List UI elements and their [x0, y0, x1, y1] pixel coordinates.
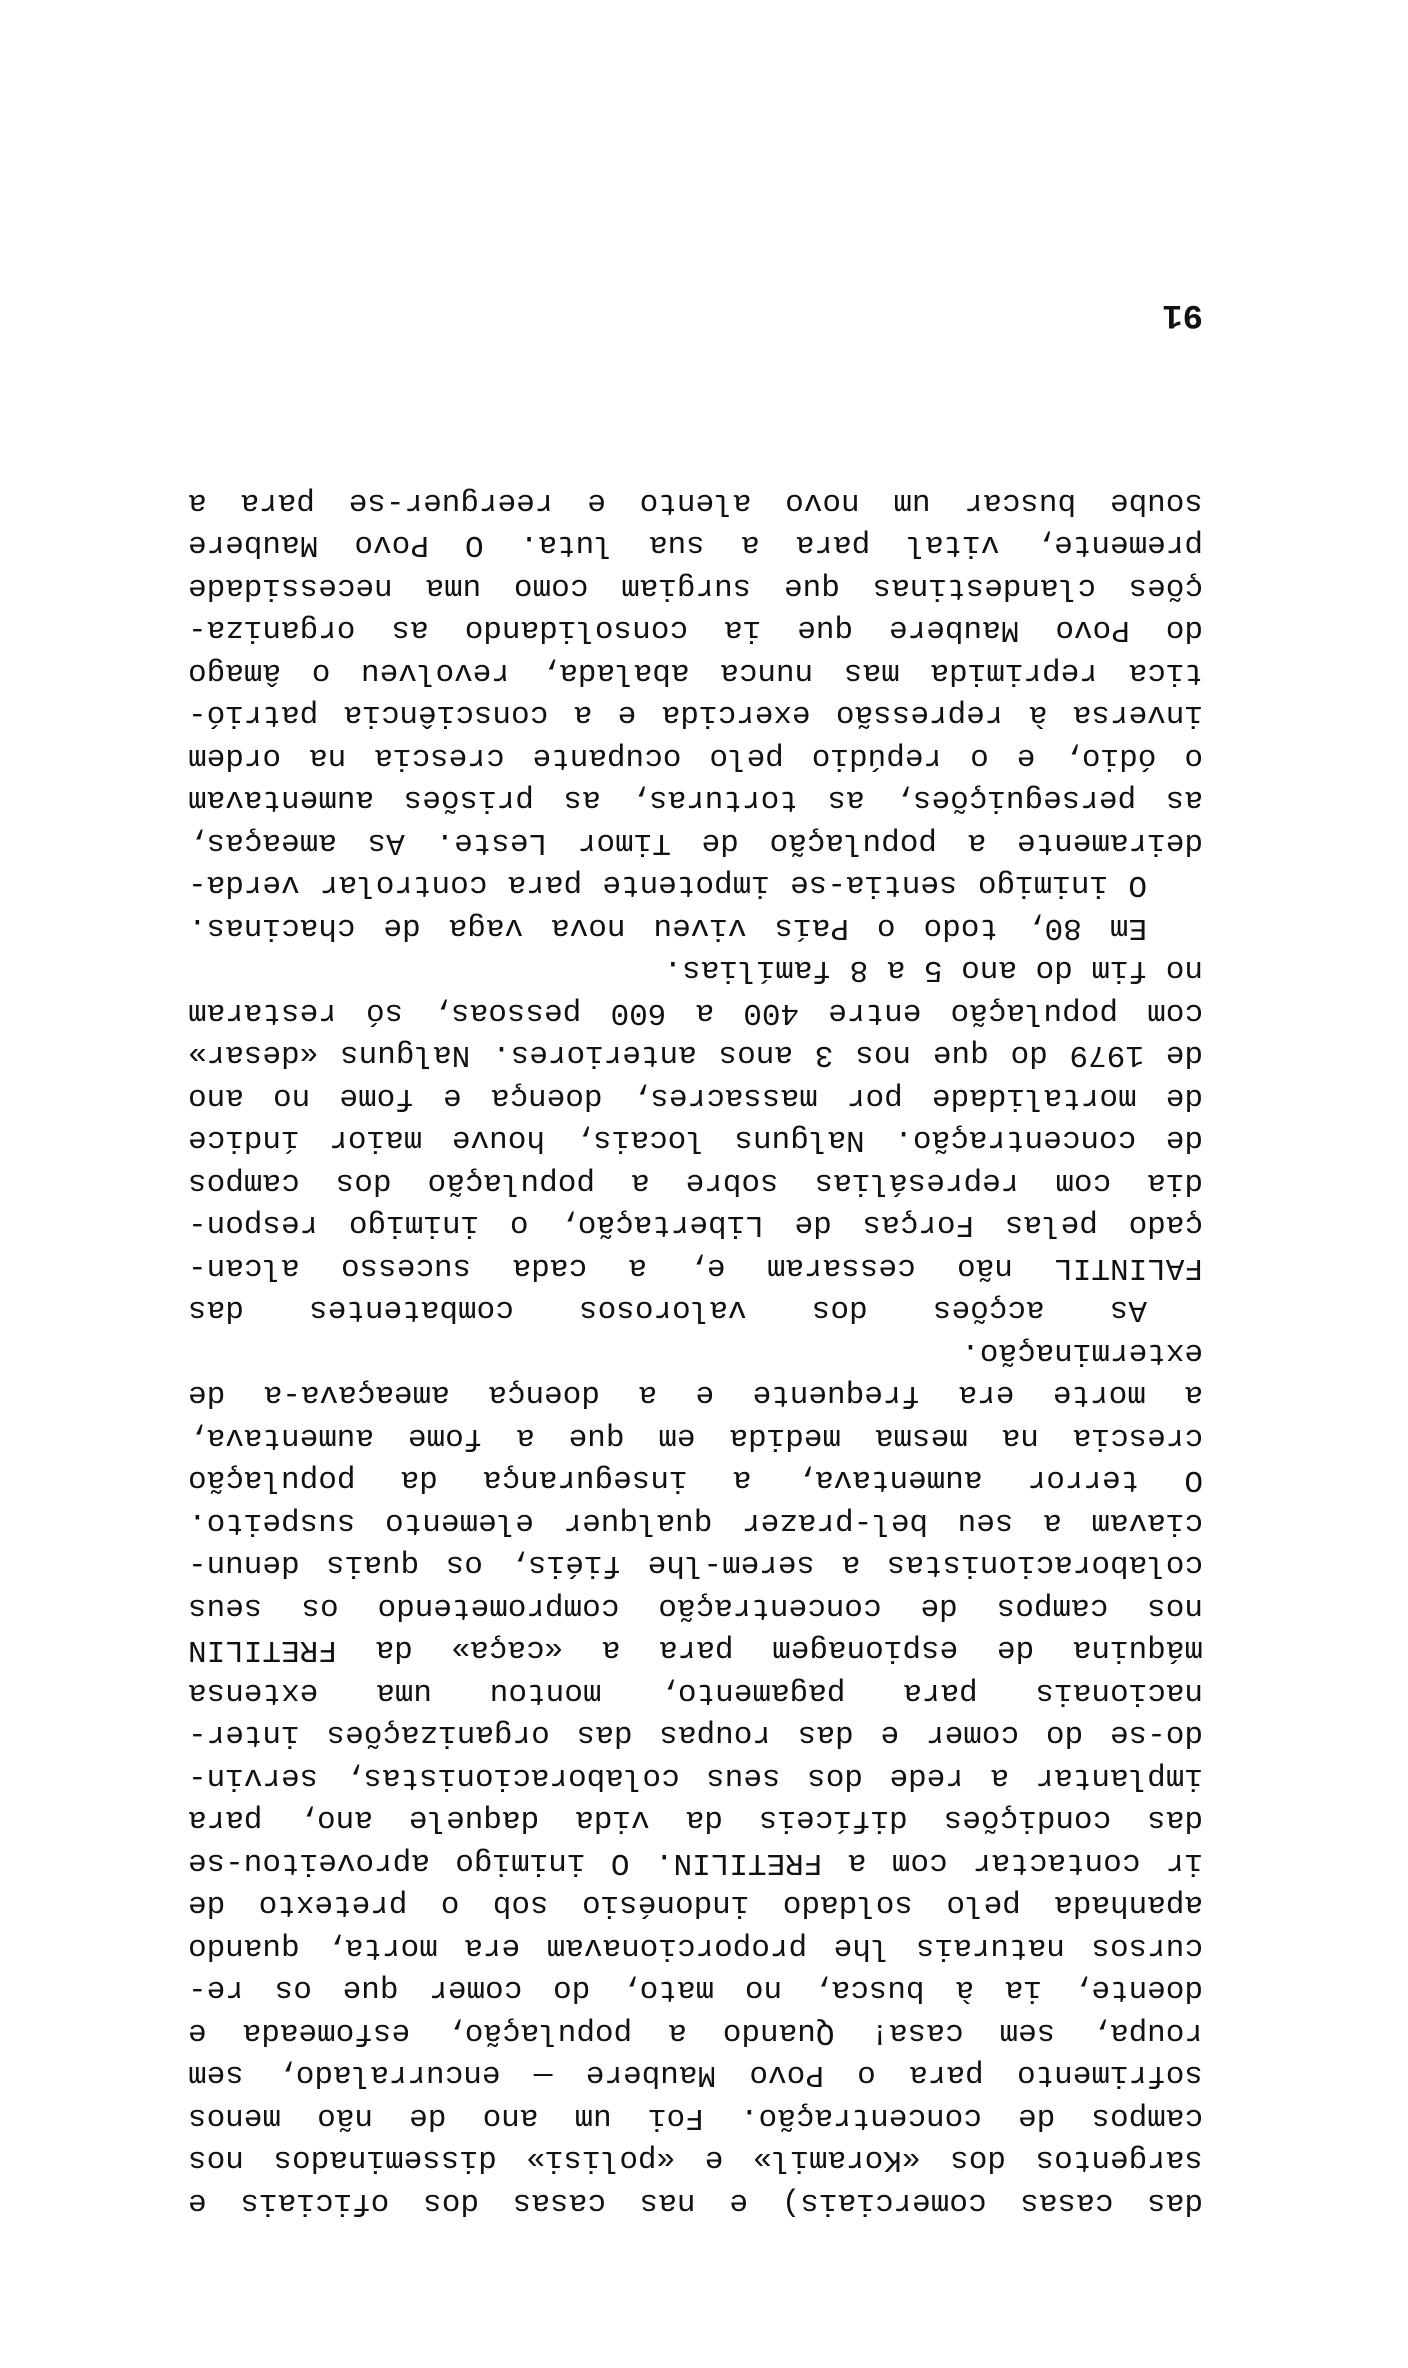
text-line: doente, ia à busca, no mato, do comer que os re- [188, 1972, 1203, 2008]
text-line: exterminação. [961, 1335, 1203, 1370]
text-line: çado pelas Forças de Libertação, o inimigo respon- [188, 1207, 1203, 1243]
text-line: ções clandestinas que surgiam como uma necessidade [188, 570, 1203, 605]
text-line: nacionais para pagamento, montou uma extensa [188, 1675, 1203, 1710]
text-line: soube buscar um novo alento e reerguer-se para a [188, 485, 1203, 520]
text-line: do Povo Maubere que ia consolidando as organiza- [188, 612, 1203, 648]
text-line: crescia na mesma medida em que a fome aumentava, [188, 1420, 1203, 1455]
text-line: as perseguições, as torturas, as prisões aumentavam [188, 782, 1203, 818]
text-line: sofrimento para o Povo Maubere — encurralado, sem [188, 2057, 1203, 2093]
text-line: do-se do comer e das roupas das organizações inter- [188, 1717, 1203, 1753]
text-line: Em 80, todo o País viveu nova vaga de chacinas. [188, 910, 1147, 945]
text-line: inversa à repressão exercida e a consciência patrió- [188, 697, 1203, 733]
text-line: colaboracionistas a serem-lhe fiéis, os quais denun- [188, 1547, 1203, 1583]
text-line: no fim do ano 5 a 8 famílias. [663, 952, 1203, 988]
text-line: de 1979 do que nos 3 anos anteriores. Nalguns «desar» [188, 1037, 1203, 1073]
page-number: 91 [1162, 295, 1203, 333]
text-line: máquina de espionagem para a «caça» da FRETILIN [188, 1632, 1203, 1668]
text-line: cursos naturais lhe proporcionavam era morta, quando [188, 1930, 1203, 1965]
text-line: As acções dos valorosos combatentes das [188, 1292, 1147, 1328]
text-line: FALINTIL não cessaram e, a cada sucesso alcan- [188, 1250, 1203, 1285]
text-line: a morte era frequente e a doença ameaçava-a de [188, 1377, 1203, 1413]
text-line: implantar a rede dos seus colaboracionistas, servin- [188, 1760, 1203, 1795]
text-line: o ódio, e o repúdio pelo ocupante crescia na ordem [188, 740, 1203, 775]
text-line: de mortalidade por massacres, doença e fome no ano [188, 1080, 1203, 1115]
text-line: deiramente a população de Timor Leste. As ameaças, [188, 825, 1203, 860]
text-line: O terror aumentava, a insegurança da população [188, 1462, 1203, 1498]
text-line: com população entre 400 a 600 pessoas, só restaram [188, 995, 1203, 1030]
text-line: ir contactar com a FRETILIN. O inimigo aproveitou-se [188, 1845, 1203, 1880]
text-line: de concentração. Nalguns locais, houve maior índice [188, 1122, 1203, 1158]
text-line: tica reprimida mas nunca abalada, revolveu o âmago [188, 655, 1203, 690]
text-line: dia com represálias sobre a população dos campos [188, 1165, 1203, 1200]
text-line: apanhada pelo soldado indonésio sob o pretexto de [188, 1887, 1203, 1923]
text-line: premente, vital para a sua luta. O Povo Maubere [188, 527, 1203, 563]
body-text [188, 481, 1203, 2224]
text-line: ciavam a seu bel-prazer qualquer elemento suspeito. [188, 1505, 1203, 1540]
text-line: das casas comerciais) e nas casas dos oficiais e [188, 2185, 1203, 2220]
text-line: das condições difíceis da vida daquele ano, para [188, 1802, 1203, 1838]
text-line: roupa, sem casa! Quando a população, esfomeada e [188, 2015, 1203, 2050]
text-line: campos de concentração. Foi um ano de não menos [188, 2100, 1203, 2135]
text-line: sargentos dos «Koramil» e «polisi» disseminados nos [188, 2142, 1203, 2178]
text-line: nos campos de concentração comprometendo os seus [188, 1590, 1203, 1625]
text-line: O inimigo sentia-se impotente para controlar verda- [188, 867, 1147, 903]
